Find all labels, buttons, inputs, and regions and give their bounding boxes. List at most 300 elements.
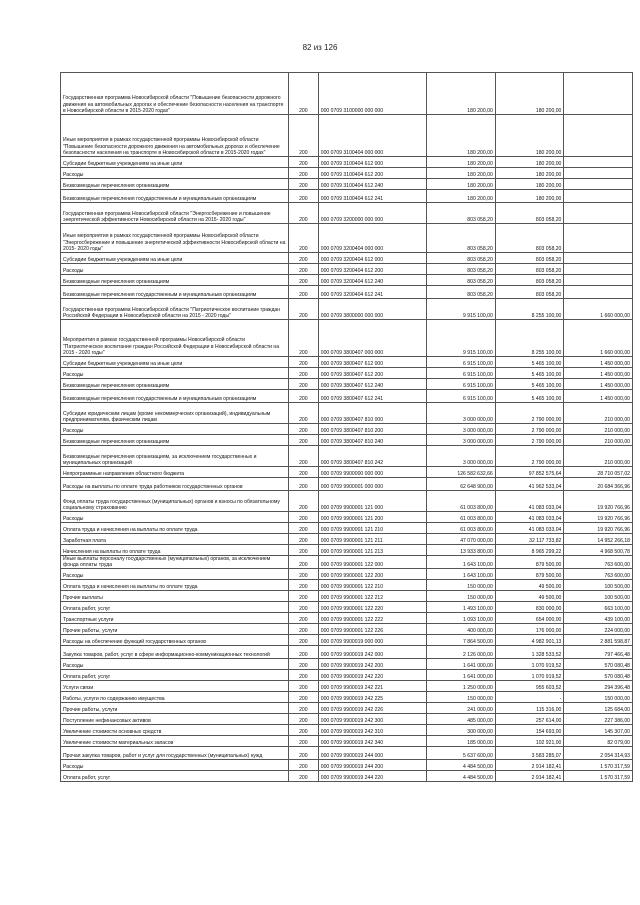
row-executed-amount: 32 117 733,82 — [495, 534, 564, 545]
row-executed-amount: 154 693,00 — [495, 725, 564, 736]
row-line-code: 200 — [288, 478, 318, 491]
row-name: Субсидии бюджетным учреждениям на иные цели — [61, 357, 289, 368]
row-remaining-amount — [564, 168, 633, 179]
row-remaining-amount: 1 450 000,00 — [564, 379, 633, 390]
row-name: Оплата работ, услуг — [61, 771, 289, 782]
row-remaining-amount — [564, 115, 633, 157]
row-name: Безвозмездные перечисления государственным и муниципальным организациям — [61, 390, 289, 403]
table-row — [61, 224, 633, 253]
table-row — [61, 523, 633, 534]
row-name: Расходы — [61, 659, 289, 670]
row-approved-amount: 241 000,00 — [427, 703, 496, 714]
row-budget-code: 000 0709 9900001 122 212 — [318, 591, 426, 602]
row-budget-code: 000 0709 9900019 242 200 — [318, 659, 426, 670]
row-name: Начисления на выплаты по оплате труда — [61, 545, 289, 556]
table-row — [61, 286, 633, 299]
row-budget-code: 000 0709 3800407 612 240 — [318, 379, 426, 390]
table-row — [61, 299, 633, 320]
row-line-code: 200 — [288, 624, 318, 635]
row-executed-amount: 803 058,20 — [495, 203, 564, 224]
table-row — [61, 545, 633, 556]
row-approved-amount: 9 915 100,00 — [427, 320, 496, 357]
row-budget-code: 000 0709 3200404 612 240 — [318, 275, 426, 286]
row-line-code: 200 — [288, 424, 318, 435]
row-executed-amount: - — [495, 692, 564, 703]
row-name: Фонд оплаты труда государственных (муниципальных) органов и взносы по обязательному социальному страхованию — [61, 491, 289, 512]
row-budget-code: 000 0709 9900019 242 220 — [318, 670, 426, 681]
row-remaining-amount: 2 881 598,87 — [564, 635, 633, 646]
row-executed-amount: 955 603,52 — [495, 681, 564, 692]
row-executed-amount: 4 982 901,13 — [495, 635, 564, 646]
row-budget-code: 000 0709 9900019 242 226 — [318, 703, 426, 714]
row-line-code: 200 — [288, 168, 318, 179]
row-budget-code: 000 0709 3800407 612 000 — [318, 357, 426, 368]
row-budget-code: 000 0709 9900001 121 213 — [318, 545, 426, 556]
row-approved-amount: 7 864 500,00 — [427, 635, 496, 646]
row-budget-code: 000 0709 9900000 000 000 — [318, 467, 426, 478]
row-budget-code: 000 0709 9900001 122 222 — [318, 613, 426, 624]
row-executed-amount: 2 790 000,00 — [495, 424, 564, 435]
row-remaining-amount: 210 000,00 — [564, 424, 633, 435]
row-executed-amount: 5 465 100,00 — [495, 390, 564, 403]
row-name: Прочие выплаты — [61, 591, 289, 602]
row-line-code: 200 — [288, 190, 318, 203]
row-remaining-amount: 797 466,48 — [564, 646, 633, 659]
row-budget-code: 000 0709 9900001 000 000 — [318, 478, 426, 491]
table-row — [61, 168, 633, 179]
row-budget-code: 000 0709 9900001 121 000 — [318, 491, 426, 512]
row-executed-amount: 2 914 182,41 — [495, 760, 564, 771]
row-name: Расходы — [61, 569, 289, 580]
row-remaining-amount: 570 080,48 — [564, 670, 633, 681]
row-approved-amount: 1 250 000,00 — [427, 681, 496, 692]
row-line-code: 200 — [288, 253, 318, 264]
table-row — [61, 379, 633, 390]
row-remaining-amount: 570 080,48 — [564, 659, 633, 670]
row-executed-amount: 803 058,20 — [495, 264, 564, 275]
row-name: Увеличение стоимости материальных запасов — [61, 736, 289, 747]
row-executed-amount: 176 000,00 — [495, 624, 564, 635]
row-name: Транспортные услуги — [61, 613, 289, 624]
row-line-code: 200 — [288, 390, 318, 403]
row-name: Оплата работ, услуг — [61, 670, 289, 681]
row-budget-code: 000 0709 9900001 122 200 — [318, 569, 426, 580]
row-remaining-amount — [564, 73, 633, 115]
row-approved-amount: 6 915 100,00 — [427, 390, 496, 403]
row-executed-amount: 8 255 100,00 — [495, 299, 564, 320]
row-approved-amount: 1 643 100,00 — [427, 569, 496, 580]
row-executed-amount: 2 914 182,41 — [495, 771, 564, 782]
row-line-code: 200 — [288, 646, 318, 659]
table-row — [61, 320, 633, 357]
row-executed-amount: 654 000,00 — [495, 613, 564, 624]
row-line-code: 200 — [288, 320, 318, 357]
row-approved-amount: 4 484 500,00 — [427, 771, 496, 782]
table-row — [61, 714, 633, 725]
row-approved-amount: 180 200,00 — [427, 168, 496, 179]
row-line-code: 200 — [288, 591, 318, 602]
row-remaining-amount — [564, 203, 633, 224]
row-executed-amount: 180 200,00 — [495, 190, 564, 203]
table-row — [61, 390, 633, 403]
table-row — [61, 467, 633, 478]
row-line-code: 200 — [288, 556, 318, 569]
row-budget-code: 000 0709 9900019 242 225 — [318, 692, 426, 703]
table-row — [61, 760, 633, 771]
row-line-code: 200 — [288, 771, 318, 782]
row-name: Оплата работ, услуг — [61, 602, 289, 613]
row-remaining-amount — [564, 275, 633, 286]
row-budget-code: 000 0709 3200404 612 000 — [318, 253, 426, 264]
row-executed-amount: 803 058,20 — [495, 275, 564, 286]
table-row — [61, 357, 633, 368]
row-budget-code: 000 0709 9900019 244 000 — [318, 747, 426, 760]
row-approved-amount: 180 200,00 — [427, 157, 496, 168]
row-line-code: 200 — [288, 613, 318, 624]
row-remaining-amount: 20 684 366,96 — [564, 478, 633, 491]
row-line-code: 200 — [288, 157, 318, 168]
budget-table — [60, 72, 633, 782]
row-executed-amount: 5 465 100,00 — [495, 368, 564, 379]
row-executed-amount: 41 083 033,04 — [495, 491, 564, 512]
row-line-code: 200 — [288, 523, 318, 534]
row-name: Государственная программа Новосибирской области "Патриотическое воспитание граждан Российской Федерации в Новосибирской области на 2015 - 2020 годы" — [61, 299, 289, 320]
row-executed-amount: 5 465 100,00 — [495, 379, 564, 390]
row-remaining-amount: 145 307,00 — [564, 725, 633, 736]
row-budget-code: 000 0709 3100404 612 241 — [318, 190, 426, 203]
row-remaining-amount: 224 000,00 — [564, 624, 633, 635]
row-approved-amount: 61 003 800,00 — [427, 491, 496, 512]
table-row — [61, 747, 633, 760]
row-executed-amount: 102 921,00 — [495, 736, 564, 747]
table-row — [61, 491, 633, 512]
row-budget-code: 000 0709 3200404 000 000 — [318, 224, 426, 253]
row-budget-code: 000 0709 3800407 000 000 — [318, 320, 426, 357]
row-name: Государственная программа Новосибирской области "Энергосбережение и повышение энергетической эффективности Новосибирской области на 2015- 2020 годы" — [61, 203, 289, 224]
row-name: Оплата труда и начисления на выплаты по оплате труда — [61, 580, 289, 591]
table-row — [61, 725, 633, 736]
row-approved-amount: 9 915 100,00 — [427, 299, 496, 320]
row-name: Непрограммные направления областного бюджета — [61, 467, 289, 478]
row-approved-amount: 150 000,00 — [427, 692, 496, 703]
row-executed-amount: 115 316,00 — [495, 703, 564, 714]
table-row — [61, 580, 633, 591]
table-row — [61, 368, 633, 379]
row-budget-code: 000 0709 3100404 612 000 — [318, 157, 426, 168]
row-approved-amount: 300 000,00 — [427, 725, 496, 736]
row-line-code: 200 — [288, 275, 318, 286]
row-remaining-amount: 439 100,00 — [564, 613, 633, 624]
table-row — [61, 403, 633, 424]
row-line-code: 200 — [288, 703, 318, 714]
row-line-code: 200 — [288, 491, 318, 512]
row-remaining-amount — [564, 264, 633, 275]
row-line-code: 200 — [288, 446, 318, 467]
row-line-code: 200 — [288, 569, 318, 580]
row-remaining-amount — [564, 253, 633, 264]
row-line-code: 200 — [288, 179, 318, 190]
row-remaining-amount: 1 450 000,00 — [564, 357, 633, 368]
row-executed-amount: 41 962 533,04 — [495, 478, 564, 491]
row-remaining-amount: 210 000,00 — [564, 403, 633, 424]
row-name: Субсидии бюджетным учреждениям на иные цели — [61, 253, 289, 264]
row-approved-amount: 4 484 500,00 — [427, 760, 496, 771]
row-executed-amount: 1 070 919,52 — [495, 659, 564, 670]
row-budget-code: 000 0709 9900001 121 211 — [318, 534, 426, 545]
row-executed-amount: 803 058,20 — [495, 286, 564, 299]
row-executed-amount: 180 200,00 — [495, 179, 564, 190]
row-line-code: 200 — [288, 760, 318, 771]
row-approved-amount: 6 915 100,00 — [427, 379, 496, 390]
row-executed-amount: 41 083 033,04 — [495, 523, 564, 534]
table-row — [61, 534, 633, 545]
row-approved-amount: 2 126 000,00 — [427, 646, 496, 659]
row-remaining-amount: 19 920 766,96 — [564, 491, 633, 512]
row-budget-code: 000 0709 9900019 242 340 — [318, 736, 426, 747]
row-remaining-amount: 125 684,00 — [564, 703, 633, 714]
table-row — [61, 115, 633, 157]
row-line-code: 200 — [288, 659, 318, 670]
row-approved-amount: 400 000,00 — [427, 624, 496, 635]
row-line-code: 200 — [288, 115, 318, 157]
row-line-code: 200 — [288, 224, 318, 253]
row-name: Безвозмездные перечисления организациям — [61, 179, 289, 190]
row-executed-amount: 97 852 575,64 — [495, 467, 564, 478]
row-executed-amount: 1 328 533,52 — [495, 646, 564, 659]
row-budget-code: 000 0709 3100404 000 000 — [318, 115, 426, 157]
row-budget-code: 000 0709 3200404 612 241 — [318, 286, 426, 299]
row-name: Субсидии бюджетным учреждениям на иные цели — [61, 157, 289, 168]
row-name: Государственная программа Новосибирской области "Повышение безопасности дорожного движения на автомобильных дорогах и обеспечение безопасности населения на транспорте в Новосибирской области в 2015-2020 годах" — [61, 73, 289, 115]
row-approved-amount: 180 200,00 — [427, 179, 496, 190]
row-executed-amount: 2 790 000,00 — [495, 403, 564, 424]
row-name: Расходы — [61, 368, 289, 379]
row-line-code: 200 — [288, 403, 318, 424]
row-remaining-amount: 19 920 766,96 — [564, 523, 633, 534]
page-number: 82 из 126 — [302, 43, 338, 52]
row-executed-amount: 5 465 100,00 — [495, 357, 564, 368]
row-name: Заработная плата — [61, 534, 289, 545]
row-budget-code: 000 0709 3800407 810 240 — [318, 435, 426, 446]
row-budget-code: 000 0709 9900019 242 221 — [318, 681, 426, 692]
row-executed-amount: 180 200,00 — [495, 157, 564, 168]
row-budget-code: 000 0709 9900019 242 310 — [318, 725, 426, 736]
row-line-code: 200 — [288, 203, 318, 224]
row-line-code: 200 — [288, 635, 318, 646]
table-row — [61, 435, 633, 446]
row-line-code: 200 — [288, 681, 318, 692]
row-name: Безвозмездные перечисления организациям, за исключением государственных и муниципальных организаций — [61, 446, 289, 467]
row-name: Закупка товаров, работ, услуг в сфере информационно-коммуникационных технологий — [61, 646, 289, 659]
row-remaining-amount: 14 952 266,18 — [564, 534, 633, 545]
row-name: Прочие работы, услуги — [61, 703, 289, 714]
row-approved-amount: 1 641 000,00 — [427, 659, 496, 670]
table-row — [61, 670, 633, 681]
row-executed-amount: 180 200,00 — [495, 115, 564, 157]
row-line-code: 200 — [288, 602, 318, 613]
row-approved-amount: 1 643 100,00 — [427, 556, 496, 569]
row-approved-amount: 485 000,00 — [427, 714, 496, 725]
row-executed-amount: 803 058,20 — [495, 224, 564, 253]
row-budget-code: 000 0709 9900001 122 210 — [318, 580, 426, 591]
row-remaining-amount: 294 396,48 — [564, 681, 633, 692]
row-executed-amount: 3 583 285,07 — [495, 747, 564, 760]
row-name: Расходы — [61, 760, 289, 771]
row-approved-amount: 3 000 000,00 — [427, 435, 496, 446]
row-line-code: 200 — [288, 467, 318, 478]
row-remaining-amount — [564, 190, 633, 203]
row-approved-amount: 803 058,20 — [427, 286, 496, 299]
row-budget-code: 000 0709 3800407 612 241 — [318, 390, 426, 403]
row-name: Расходы — [61, 264, 289, 275]
row-approved-amount: 803 058,20 — [427, 264, 496, 275]
row-line-code: 200 — [288, 512, 318, 523]
row-approved-amount: 803 058,20 — [427, 203, 496, 224]
row-line-code: 200 — [288, 73, 318, 115]
row-line-code: 200 — [288, 357, 318, 368]
row-name: Безвозмездные перечисления организациям — [61, 435, 289, 446]
row-name: Иные мероприятия в рамках государственной программы Новосибирской области "Энергосбережение и повышение энергетической эффективности Новосибирской области на 2015- 2020 годы" — [61, 224, 289, 253]
row-approved-amount: 6 915 100,00 — [427, 368, 496, 379]
row-line-code: 200 — [288, 534, 318, 545]
row-approved-amount: 61 003 800,00 — [427, 523, 496, 534]
row-approved-amount: 3 000 000,00 — [427, 403, 496, 424]
row-line-code: 200 — [288, 435, 318, 446]
row-approved-amount: 803 058,20 — [427, 224, 496, 253]
table-row — [61, 659, 633, 670]
row-remaining-amount: 100 500,00 — [564, 580, 633, 591]
table-row — [61, 478, 633, 491]
row-budget-code: 000 0709 9900019 242 300 — [318, 714, 426, 725]
row-remaining-amount: 1 660 000,00 — [564, 299, 633, 320]
row-line-code: 200 — [288, 670, 318, 681]
row-budget-code: 000 0709 9900001 121 210 — [318, 523, 426, 534]
row-approved-amount: 126 582 632,66 — [427, 467, 496, 478]
row-name: Безвозмездные перечисления государственным и муниципальным организациям — [61, 286, 289, 299]
table-row — [61, 556, 633, 569]
table-row — [61, 73, 633, 115]
table-row — [61, 446, 633, 467]
row-remaining-amount — [564, 179, 633, 190]
row-remaining-amount: 1 660 000,00 — [564, 320, 633, 357]
row-executed-amount: 180 200,00 — [495, 73, 564, 115]
row-budget-code: 000 0709 3100404 612 200 — [318, 168, 426, 179]
row-approved-amount: 3 000 000,00 — [427, 424, 496, 435]
row-approved-amount: 803 058,20 — [427, 275, 496, 286]
row-executed-amount: 49 500,00 — [495, 591, 564, 602]
row-approved-amount: 13 933 800,00 — [427, 545, 496, 556]
row-remaining-amount: 210 000,00 — [564, 446, 633, 467]
row-executed-amount: 257 614,00 — [495, 714, 564, 725]
row-remaining-amount: 1 450 000,00 — [564, 390, 633, 403]
row-approved-amount: 6 915 100,00 — [427, 357, 496, 368]
row-budget-code: 000 0709 3200404 612 200 — [318, 264, 426, 275]
row-approved-amount: 3 000 000,00 — [427, 446, 496, 467]
row-remaining-amount: 100 500,00 — [564, 591, 633, 602]
table-row — [61, 190, 633, 203]
row-executed-amount: 879 500,00 — [495, 556, 564, 569]
row-remaining-amount: 150 000,00 — [564, 692, 633, 703]
row-name: Оплата труда и начисления на выплаты по оплате труда — [61, 523, 289, 534]
row-line-code: 200 — [288, 736, 318, 747]
row-name: Безвозмездные перечисления организациям — [61, 275, 289, 286]
row-name: Работы, услуги по содержанию имущества — [61, 692, 289, 703]
row-name: Иные мероприятия в рамках государственной программы Новосибирской области "Повышение безопасности дорожного движения на автомобильных дорогах и обеспечение безопасности населения на транспорте в Новосибирской области в 2015-2020 годах" — [61, 115, 289, 157]
row-remaining-amount: 210 000,00 — [564, 435, 633, 446]
row-budget-code: 000 0709 3100000 000 000 — [318, 73, 426, 115]
table-row — [61, 203, 633, 224]
row-executed-amount: 2 790 000,00 — [495, 435, 564, 446]
row-approved-amount: 185 000,00 — [427, 736, 496, 747]
row-line-code: 200 — [288, 368, 318, 379]
table-row — [61, 681, 633, 692]
row-executed-amount: 1 070 919,52 — [495, 670, 564, 681]
row-remaining-amount — [564, 224, 633, 253]
row-budget-code: 000 0709 9900019 242 000 — [318, 646, 426, 659]
row-line-code: 200 — [288, 580, 318, 591]
row-budget-code: 000 0709 9900001 122 226 — [318, 624, 426, 635]
row-approved-amount: 180 200,00 — [427, 73, 496, 115]
row-line-code: 200 — [288, 545, 318, 556]
row-remaining-amount: 1 450 000,00 — [564, 368, 633, 379]
row-budget-code: 000 0709 9900001 121 200 — [318, 512, 426, 523]
row-remaining-amount: 763 600,00 — [564, 556, 633, 569]
row-name: Расходы — [61, 512, 289, 523]
table-row — [61, 736, 633, 747]
table-row — [61, 179, 633, 190]
row-executed-amount: 8 255 100,00 — [495, 320, 564, 357]
row-remaining-amount: 28 710 057,02 — [564, 467, 633, 478]
row-name: Расходы на выплаты по оплате труда работников государственных органов — [61, 478, 289, 491]
row-line-code: 200 — [288, 299, 318, 320]
row-remaining-amount: 663 100,00 — [564, 602, 633, 613]
row-approved-amount: 47 070 000,00 — [427, 534, 496, 545]
row-line-code: 200 — [288, 714, 318, 725]
row-executed-amount: 830 000,00 — [495, 602, 564, 613]
table-row — [61, 157, 633, 168]
table-row — [61, 613, 633, 624]
row-name: Безвозмездные перечисления организациям — [61, 379, 289, 390]
row-executed-amount: 879 500,00 — [495, 569, 564, 580]
table-row — [61, 512, 633, 523]
row-name: Расходы — [61, 424, 289, 435]
table-row — [61, 602, 633, 613]
row-name: Расходы на обеспечение функций государственных органов — [61, 635, 289, 646]
row-line-code: 200 — [288, 286, 318, 299]
row-executed-amount: 803 058,20 — [495, 253, 564, 264]
row-budget-code: 000 0709 3800407 612 200 — [318, 368, 426, 379]
row-name: Прочая закупка товаров, работ и услуг для государственных (муниципальных) нужд — [61, 747, 289, 760]
row-approved-amount: 5 637 600,00 — [427, 747, 496, 760]
row-budget-code: 000 0709 3800407 810 200 — [318, 424, 426, 435]
row-approved-amount: 62 648 900,00 — [427, 478, 496, 491]
table-row — [61, 264, 633, 275]
row-approved-amount: 803 058,20 — [427, 253, 496, 264]
row-executed-amount: 180 200,00 — [495, 168, 564, 179]
row-budget-code: 000 0709 9900001 122 220 — [318, 602, 426, 613]
table-row — [61, 692, 633, 703]
row-remaining-amount: 2 054 314,93 — [564, 747, 633, 760]
row-remaining-amount: 82 079,00 — [564, 736, 633, 747]
row-remaining-amount — [564, 286, 633, 299]
row-remaining-amount: 1 570 317,59 — [564, 771, 633, 782]
row-budget-code: 000 0709 9900019 244 220 — [318, 771, 426, 782]
row-line-code: 200 — [288, 379, 318, 390]
table-row — [61, 771, 633, 782]
row-executed-amount: 49 500,00 — [495, 580, 564, 591]
table-row — [61, 569, 633, 580]
table-row — [61, 635, 633, 646]
